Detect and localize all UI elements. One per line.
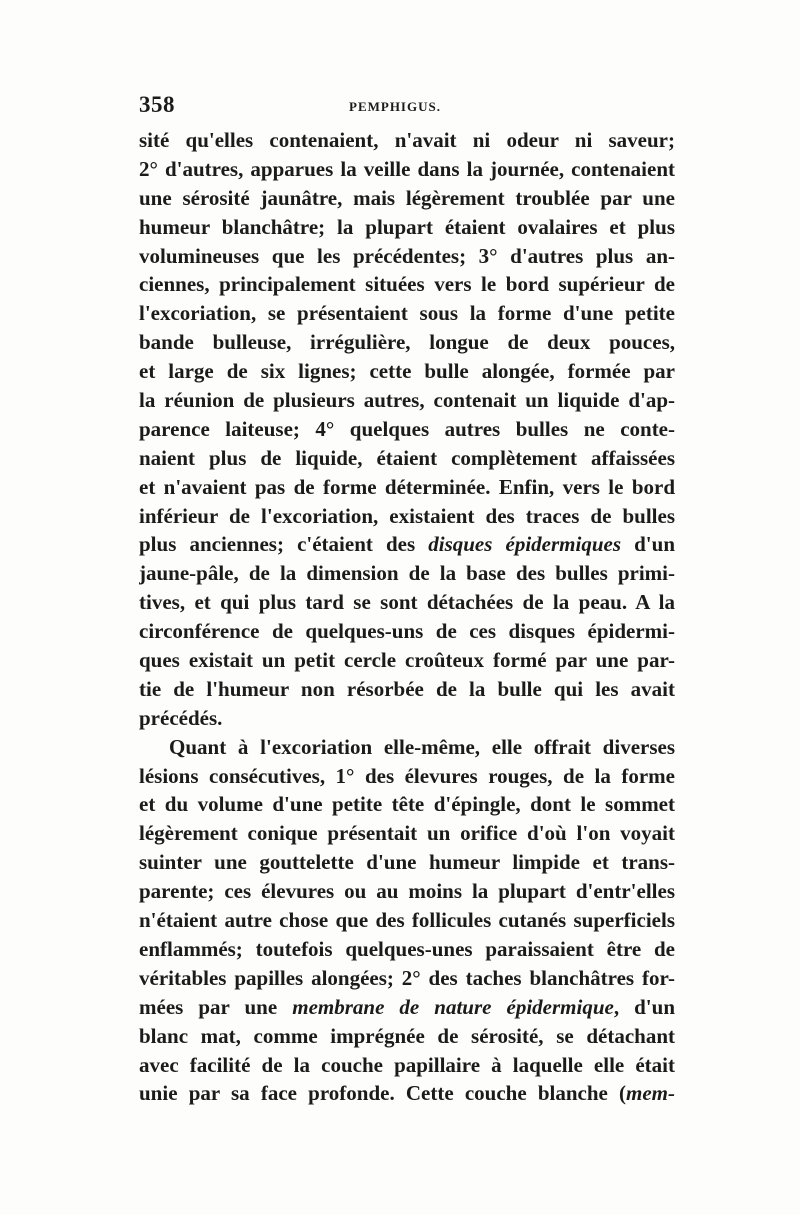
text-segment: , d'un [613, 994, 675, 1019]
running-title: PEMPHIGUS. [349, 99, 441, 114]
text-line: volumineuses que les précédentes; 3° d'autres plus an- [139, 243, 675, 268]
text-segment: mées par une [139, 994, 293, 1019]
text-line: l'excoriation, se présentaient sous la forme d'une petite [139, 301, 675, 326]
text-line: avec facilité de la couche papillaire à laquelle elle était [139, 1052, 675, 1077]
text-segment: unie par sa face profonde. Cette couche blanche ( [139, 1081, 627, 1106]
text-line: 2° d'autres, apparues la veille dans la journée, contenaient [139, 156, 675, 181]
text-line: une sérosité jaunâtre, mais légèrement troublée par une [139, 185, 675, 210]
text-line-with-italic [139, 530, 675, 559]
text-line: tives, et qui plus tard se sont détachées de la peau. A la [139, 590, 675, 615]
text-line: humeur blanchâtre; la plupart étaient ovalaires et plus [139, 214, 675, 239]
page-number: 358 [139, 92, 175, 117]
text-line: véritables papilles alongées; 2° des taches blanchâtres for- [139, 965, 675, 990]
text-line: ciennes, principalement situées vers le bord supérieur de [139, 272, 675, 297]
text-line: lésions consécutives, 1° des élevures rouges, de la forme [139, 763, 675, 788]
text-line: parente; ces élevures ou au moins la plupart d'entr'elles [139, 879, 675, 904]
text-line: et n'avaient pas de forme déterminée. Enfin, vers le bord [139, 474, 675, 499]
italic-term: membrane de nature épidermique [292, 994, 614, 1019]
text-segment: d'un [621, 532, 675, 557]
text-line: suinter une gouttelette d'une humeur limpide et trans- [139, 850, 675, 875]
text-line: et large de six lignes; cette bulle alongée, formée par [139, 359, 675, 384]
text-line: jaune-pâle, de la dimension de la base des bulles primi- [139, 561, 675, 586]
text-line: la réunion de plusieurs autres, contenait un liquide d'ap- [139, 388, 675, 413]
text-line-with-italic [139, 1079, 675, 1108]
page-header [139, 92, 674, 122]
text-line: tie de l'humeur non résorbée de la bulle qui les avait [139, 676, 675, 701]
text-line-with-italic [139, 993, 675, 1022]
text-line: blanc mat, comme imprégnée de sérosité, se détachant [139, 1023, 675, 1048]
text-line: légèrement conique présentait un orifice d'où l'on voyait [139, 821, 675, 846]
body-text [139, 126, 675, 1108]
paragraph-start-line: Quant à l'excoriation elle-même, elle offrait diverses [169, 734, 675, 759]
text-line: bande bulleuse, irrégulière, longue de deux pouces, [139, 330, 675, 355]
italic-term: disques épidermiques [428, 532, 622, 557]
text-line: ques existait un petit cercle croûteux formé par une par- [139, 648, 675, 673]
text-line: et du volume d'une petite tête d'épingle, dont le sommet [139, 792, 675, 817]
text-line: n'étaient autre chose que des follicules cutanés superficiels [139, 908, 675, 933]
text-line: enflammés; toutefois quelques-unes paraissaient être de [139, 936, 675, 961]
text-segment: plus anciennes; c'étaient des [139, 532, 429, 557]
text-line: inférieur de l'excoriation, existaient des traces de bulles [139, 503, 675, 528]
paragraph-end-line: précédés. [139, 705, 223, 730]
text-line: sité qu'elles contenaient, n'avait ni odeur ni saveur; [139, 128, 675, 152]
text-line: circonférence de quelques-uns de ces disques épidermi- [139, 619, 675, 644]
text-line: naient plus de liquide, étaient complètement affaissées [139, 445, 675, 470]
italic-term: mem- [626, 1081, 675, 1106]
text-line: parence laiteuse; 4° quelques autres bulles ne conte- [139, 416, 675, 441]
